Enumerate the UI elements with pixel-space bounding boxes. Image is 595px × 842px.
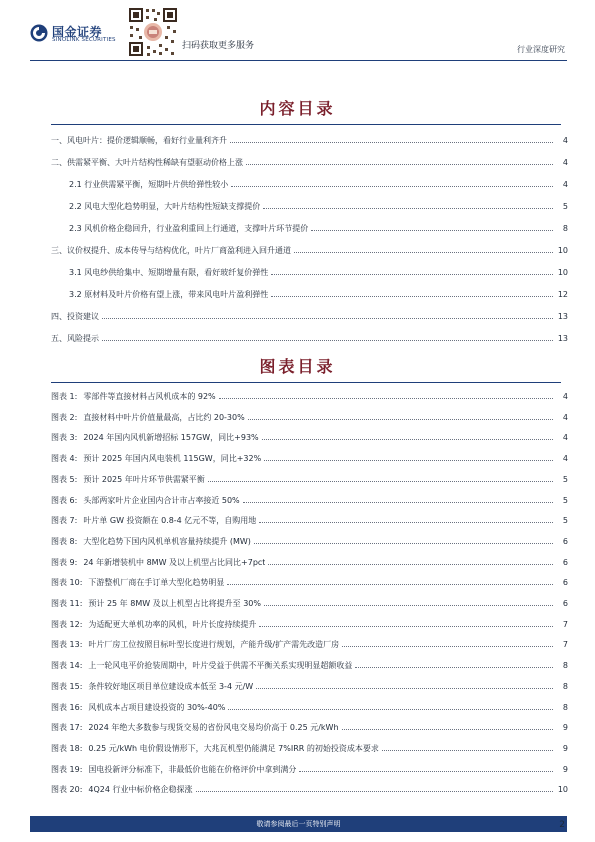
figure-entry-text: 下游整机厂商在手订单大型化趋势明显: [88, 578, 225, 588]
figure-entry[interactable]: [51, 742, 568, 754]
dot-leader: [264, 597, 553, 606]
toc-entry[interactable]: [51, 310, 568, 322]
figure-entry[interactable]: [51, 411, 568, 423]
figure-entry[interactable]: [51, 618, 568, 630]
figure-entry-label: 图表 9:: [51, 557, 78, 567]
toc-entry-page: 10: [557, 268, 568, 277]
figure-entry-text: 国电投新评分标准下，非最低价也能在价格评价中拿到满分: [88, 764, 297, 774]
toc-entry[interactable]: [51, 134, 568, 146]
dot-leader: [382, 742, 553, 751]
toc-entry-page: 4: [562, 158, 568, 167]
figure-entry-page: 6: [562, 557, 568, 567]
page-header: [0, 0, 595, 62]
report-type-label: 行业深度研究: [517, 45, 565, 54]
figure-entry-page: 9: [562, 743, 568, 753]
dot-leader: [256, 680, 553, 689]
figure-entry[interactable]: [51, 535, 568, 547]
toc-entry-text: 3.2 原材料及叶片价格有望上涨，带来风电叶片盈利弹性: [69, 290, 269, 299]
figure-entry[interactable]: [51, 680, 568, 692]
toc-entry-text: 二、供需紧平衡、大叶片结构性稀缺有望驱动价格上涨: [51, 158, 243, 167]
figure-entry-page: 8: [562, 702, 568, 712]
figure-entry-page: 6: [562, 536, 568, 546]
toc-entry-page: 13: [557, 312, 568, 321]
dot-leader: [271, 288, 553, 297]
dot-leader: [102, 310, 553, 319]
figure-entry-text: 风机成本占项目建设投资的 30%-40%: [88, 702, 226, 712]
figure-entry-text: 直接材料中叶片价值量最高，占比约 20-30%: [83, 412, 245, 422]
toc-entry[interactable]: [51, 156, 568, 168]
dot-leader: [246, 156, 553, 165]
dot-leader: [311, 222, 553, 231]
toc-entry-text: 3.1 风电纱供给集中、短期增量有限，看好玻纤复价弹性: [69, 268, 269, 277]
dot-leader: [230, 134, 553, 143]
logo-english-name: SINOLINK SECURITIES: [52, 37, 116, 43]
figure-entry-label: 图表 7:: [51, 516, 78, 526]
toc-entry-text: 一、风电叶片：提价逻辑顺畅，看好行业量利齐升: [51, 136, 227, 145]
figure-entry-page: 4: [562, 454, 568, 464]
company-logo: [30, 22, 122, 44]
dot-leader: [271, 266, 553, 275]
figure-entry-label: 图表 1:: [51, 392, 78, 401]
figure-entry-page: 8: [562, 661, 568, 671]
figure-entry-label: 图表 13:: [51, 640, 83, 650]
figure-entry-label: 图表 18:: [51, 743, 83, 753]
figure-entry-text: 预计 2025 年国内风电装机 115GW，同比+32%: [83, 454, 262, 464]
toc-entry[interactable]: [51, 332, 568, 344]
figure-entry-page: 9: [562, 764, 568, 774]
figures-title: 图表目录: [259, 357, 336, 376]
figure-entry[interactable]: [51, 659, 568, 671]
figure-entry[interactable]: [51, 701, 568, 713]
figure-entry[interactable]: [51, 452, 568, 464]
scan-for-service-text: 扫码获取更多服务: [182, 41, 255, 51]
figure-entry-page: 7: [562, 619, 568, 629]
figure-entry[interactable]: [51, 514, 568, 526]
figure-entry-text: 上一轮风电平价抢装周期中，叶片受益于供需不平衡关系实现明显超额收益: [88, 661, 353, 671]
figure-entry-text: 头部两家叶片企业国内合计市占率接近 50%: [83, 495, 240, 505]
figure-entry[interactable]: [51, 638, 568, 650]
figure-entry-text: 零部件等直接材料占风机成本的 92%: [83, 392, 216, 401]
figure-entry[interactable]: [51, 390, 568, 402]
figure-entry-label: 图表 2:: [51, 412, 78, 422]
figure-entry-label: 图表 10:: [51, 578, 83, 588]
header-divider: [30, 60, 567, 61]
qr-code-icon: [127, 6, 179, 58]
figure-entry-label: 图表 5:: [51, 474, 78, 484]
toc-entry-page: 5: [562, 202, 568, 211]
figure-entry-label: 图表 16:: [51, 702, 83, 712]
figure-entry-text: 24 年新增装机中 8MW 及以上机型占比同比+7pct: [83, 557, 266, 567]
dot-leader: [243, 494, 553, 503]
figure-entry[interactable]: [51, 576, 568, 588]
toc-entry[interactable]: [51, 200, 568, 212]
figure-entry[interactable]: [51, 721, 568, 733]
dot-leader: [228, 701, 553, 710]
dot-leader: [248, 411, 553, 420]
toc-entry-page: 4: [562, 136, 568, 145]
dot-leader: [102, 332, 553, 341]
figure-entry[interactable]: [51, 783, 568, 795]
figure-entry-label: 图表 8:: [51, 536, 78, 546]
figure-entry-page: 7: [562, 640, 568, 650]
toc-entry-page: 4: [562, 180, 568, 189]
figure-entry-text: 2024 年国内风机新增招标 157GW，同比+93%: [83, 433, 259, 443]
figure-entry-page: 5: [562, 474, 568, 484]
figure-entry-page: 4: [562, 392, 568, 401]
toc-entry-text: 五、风险提示: [51, 334, 99, 343]
page-footer: [30, 816, 567, 832]
logo-chinese-name: 国金证券: [52, 25, 103, 39]
dot-leader: [299, 763, 553, 772]
logo-mark-icon: [30, 24, 48, 42]
figure-entry-label: 图表 4:: [51, 454, 78, 464]
figure-entry-text: 叶片单 GW 投资额在 0.8-4 亿元不等，自购用地: [83, 516, 257, 526]
figure-entry-page: 5: [562, 495, 568, 505]
figure-entry-page: 4: [562, 412, 568, 422]
dot-leader: [264, 452, 553, 461]
figure-entry-text: 为适配更大单机功率的风机，叶片长度持续提升: [88, 619, 257, 629]
figure-entry-text: 0.25 元/kWh 电价假设情形下，大兆瓦机型仍能满足 7%IRR 的初始投资成本要求: [88, 743, 379, 753]
page-number: 2: [559, 820, 565, 830]
toc-entry[interactable]: [51, 178, 568, 190]
toc-entry[interactable]: [51, 222, 568, 234]
figure-entry-label: 图表 12:: [51, 619, 83, 629]
toc-entry[interactable]: [51, 266, 568, 278]
figure-entry-label: 图表 11:: [51, 599, 83, 608]
figure-entry-text: 叶片厂房工位按照目标叶型长度进行规划，产能升级/扩产需先改造厂房: [88, 640, 340, 650]
toc-entry-page: 13: [557, 334, 568, 343]
toc-entry[interactable]: [51, 288, 568, 300]
figure-entry[interactable]: [51, 473, 568, 485]
figure-entry-text: 4Q24 行业中标价格企稳探涨: [88, 785, 193, 795]
dot-leader: [262, 431, 553, 440]
figure-entry-page: 10: [557, 785, 568, 795]
toc-entry-page: 12: [557, 290, 568, 299]
figure-entry-text: 大型化趋势下国内风机单机容量持续提升 (MW): [83, 536, 251, 546]
dot-leader: [219, 390, 553, 399]
dot-leader: [294, 244, 553, 253]
dot-leader: [227, 576, 553, 585]
dot-leader: [208, 473, 553, 482]
dot-leader: [355, 659, 553, 668]
dot-leader: [342, 721, 553, 730]
figure-entry-label: 图表 19:: [51, 764, 83, 774]
dot-leader: [263, 200, 553, 209]
toc-entry-text: 2.3 风机价格企稳回升，行业盈利重回上行通道，支撑叶片环节提价: [69, 224, 309, 233]
dot-leader: [259, 618, 553, 627]
figure-entry-label: 图表 20:: [51, 785, 83, 795]
toc-entry-text: 四、投资建议: [51, 312, 99, 321]
figure-entry-page: 8: [562, 681, 568, 691]
figure-entry-page: 9: [562, 723, 568, 733]
toc-entry-page: 8: [562, 224, 568, 233]
figure-entry-page: 5: [562, 516, 568, 526]
toc-entry-text: 三、议价权提升、成本传导与结构优化，叶片厂商盈利进入回升通道: [51, 246, 291, 255]
figure-entry[interactable]: [51, 763, 568, 775]
dot-leader: [268, 556, 553, 565]
figure-entry-text: 2024 年绝大多数参与现货交易的省份风电交易均价高于 0.25 元/kWh: [88, 723, 339, 733]
figure-entry-text: 条件较好地区项目单位建设成本低至 3-4 元/W: [88, 681, 254, 691]
dot-leader: [259, 514, 553, 523]
figure-entry[interactable]: [51, 431, 568, 443]
toc-title-divider: [51, 124, 561, 125]
dot-leader: [254, 535, 553, 544]
figure-entry-label: 图表 3:: [51, 433, 78, 443]
figure-entry-label: 图表 6:: [51, 495, 78, 505]
toc-title: 内容目录: [259, 99, 336, 118]
figures-title-divider: [51, 382, 561, 383]
disclaimer-notice: 敬请参阅最后一页特别声明: [256, 820, 341, 828]
dot-leader: [231, 178, 553, 187]
figure-entry-text: 预计 2025 年叶片环节供需紧平衡: [83, 474, 205, 484]
figure-entry-label: 图表 17:: [51, 723, 83, 733]
figure-entry-label: 图表 14:: [51, 661, 83, 671]
toc-entry[interactable]: [51, 244, 568, 256]
figure-entry-text: 预计 25 年 8MW 及以上机型占比将提升至 30%: [88, 599, 261, 608]
figure-entry[interactable]: [51, 494, 568, 506]
figure-entry-page: 4: [562, 433, 568, 443]
dot-leader: [196, 783, 553, 792]
figure-entry-page: 6: [562, 599, 568, 608]
toc-entry-page: 10: [557, 246, 568, 255]
figure-entry[interactable]: [51, 597, 568, 609]
dot-leader: [342, 638, 553, 647]
toc-entry-text: 2.2 风电大型化趋势明显，大叶片结构性短缺支撑提价: [69, 202, 261, 211]
toc-entry-text: 2.1 行业供需紧平衡，短期叶片供给弹性较小: [69, 180, 229, 189]
figure-entry-label: 图表 15:: [51, 681, 83, 691]
figure-entry[interactable]: [51, 556, 568, 568]
figure-entry-page: 6: [562, 578, 568, 588]
